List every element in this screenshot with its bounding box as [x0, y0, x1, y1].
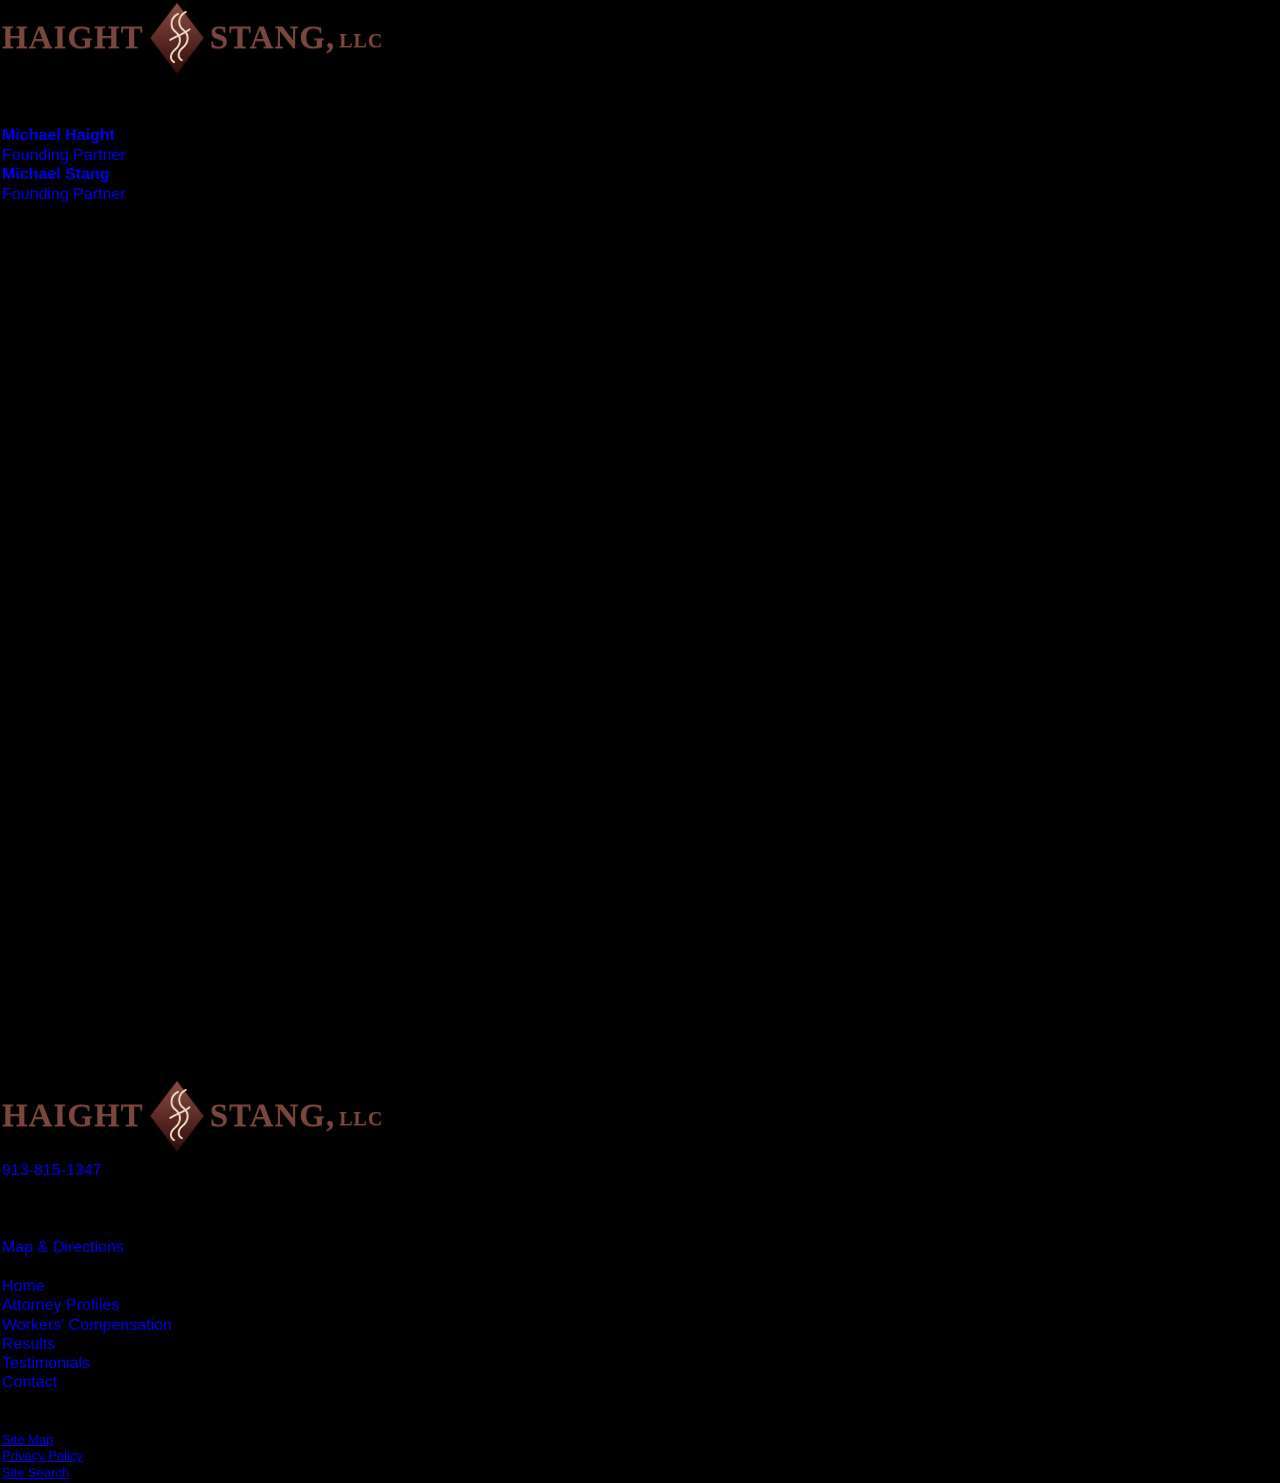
- logo-suffix-llc: LLC: [339, 29, 384, 52]
- attorney-link-michael-haight[interactable]: Michael Haight: [2, 127, 115, 144]
- nav-link-attorney-profiles[interactable]: Attorney Profiles: [2, 1297, 120, 1315]
- nav-link-home[interactable]: Home: [2, 1278, 45, 1295]
- logo-diamond-icon: [149, 1079, 205, 1153]
- logo-word-stang: STANG,: [209, 19, 336, 56]
- nav-link-contact[interactable]: Contact: [2, 1374, 58, 1392]
- attorney-link-michael-stang[interactable]: Michael Stang: [2, 166, 110, 183]
- header-logo[interactable]: [2, 0, 383, 76]
- attorney-list: [2, 126, 126, 204]
- legal-link-site-map[interactable]: Site Map: [2, 1432, 54, 1447]
- nav-link-workers-compensation[interactable]: Workers' Compensation: [2, 1316, 172, 1334]
- map-directions-link[interactable]: Map & Directions: [2, 1239, 124, 1256]
- attorney-title-founding-partner: Founding Partner: [2, 146, 126, 164]
- nav-link-testimonials[interactable]: Testimonials: [2, 1355, 91, 1373]
- logo-word-stang: STANG,: [209, 1097, 336, 1134]
- nav-link-results[interactable]: Results: [2, 1335, 56, 1353]
- attorney-title-founding-partner: Founding Partner: [2, 185, 126, 203]
- footer-nav: [2, 1277, 172, 1393]
- logo-suffix-llc: LLC: [339, 1107, 384, 1130]
- legal-link-privacy-policy[interactable]: Privacy Policy: [2, 1448, 83, 1464]
- logo-word-haight: HAIGHT: [2, 19, 144, 56]
- logo-word-haight: HAIGHT: [2, 1097, 144, 1134]
- phone-link[interactable]: 913-815-1347: [2, 1162, 102, 1179]
- footer-logo[interactable]: [2, 1078, 383, 1154]
- logo-diamond-icon: [149, 1, 205, 75]
- legal-link-site-search[interactable]: Site Search: [2, 1464, 70, 1480]
- legal-links: [2, 1432, 83, 1481]
